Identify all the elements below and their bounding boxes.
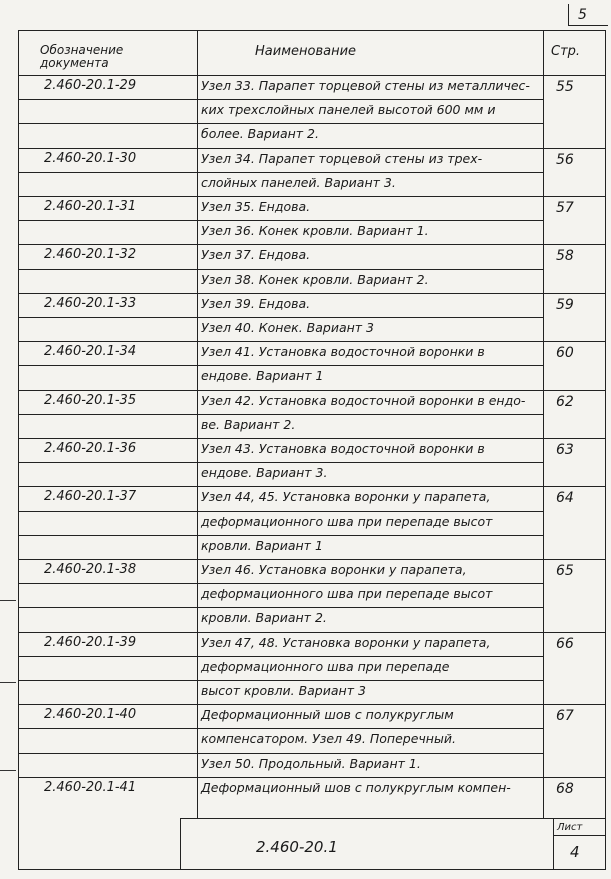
- item-name-line: ве. Вариант 2.: [201, 416, 296, 432]
- item-name-line: ендове. Вариант 1: [201, 368, 324, 384]
- row-divider: [18, 607, 543, 608]
- item-name-line: компенсатором. Узел 49. Поперечный.: [201, 731, 456, 747]
- page-ref: 58: [556, 248, 574, 265]
- row-divider: [18, 777, 606, 778]
- item-name-line: кровли. Вариант 1: [201, 537, 323, 553]
- row-divider: [18, 704, 606, 705]
- stamp-doc-code: 2.460-20.1: [256, 838, 338, 856]
- document-code: 2.460-20.1-31: [44, 199, 137, 214]
- item-name-line: Узел 43. Установка водосточной воронки в: [201, 441, 485, 456]
- page-ref: 66: [556, 635, 574, 652]
- row-divider: [18, 365, 543, 366]
- item-name-line: Узел 35. Ендова.: [201, 199, 311, 214]
- column-divider: [553, 818, 554, 870]
- item-name-line: слойных панелей. Вариант 3.: [201, 174, 396, 190]
- item-name-line: Деформационный шов с полукруглым: [201, 707, 454, 723]
- row-divider: [18, 148, 606, 149]
- margin-mark: [0, 770, 16, 771]
- page-ref: 56: [556, 151, 574, 168]
- document-code: 2.460-20.1-37: [44, 489, 137, 505]
- row-divider: [18, 99, 543, 100]
- stamp-sheet-number: 4: [570, 843, 580, 861]
- row-divider: [18, 438, 606, 439]
- row-divider: [18, 390, 606, 391]
- page-ref: 62: [556, 393, 574, 410]
- page-ref: 64: [556, 490, 574, 507]
- page-ref: 65: [556, 563, 574, 579]
- page-ref: 57: [556, 200, 574, 216]
- document-code: 2.460-20.1-36: [44, 441, 137, 456]
- margin-mark: [0, 600, 16, 601]
- row-divider: [18, 244, 606, 245]
- item-name-line: Узел 44, 45. Установка воронки у парапета,: [201, 489, 491, 505]
- row-divider: [18, 559, 606, 560]
- row-divider: [18, 535, 543, 536]
- item-name-line: Узел 34. Парапет торцевой стены из трех-: [201, 150, 483, 166]
- item-name-line: Узел 46. Установка воронки у парапета,: [201, 562, 467, 577]
- page-ref: 67: [556, 708, 574, 725]
- page-number-underline: [568, 25, 608, 26]
- row-divider: [18, 75, 606, 76]
- document-code: 2.460-20.1-35: [44, 392, 137, 408]
- item-name-line: ких трехслойных панелей высотой 600 мм и: [201, 102, 496, 118]
- page-ref: 59: [556, 296, 574, 313]
- row-divider: [18, 293, 606, 294]
- item-name-line: Узел 50. Продольный. Вариант 1.: [201, 755, 421, 771]
- header-page: Стр.: [551, 44, 581, 59]
- row-divider: [18, 632, 606, 633]
- row-divider: [18, 656, 543, 657]
- row-divider: [18, 172, 543, 173]
- document-code: 2.460-20.1-33: [44, 295, 137, 311]
- row-divider: [18, 462, 543, 463]
- row-divider: [18, 583, 543, 584]
- document-code: 2.460-20.1-41: [44, 779, 137, 795]
- header-name: Наименование: [255, 44, 357, 59]
- row-divider: [18, 220, 543, 221]
- row-divider: [18, 753, 543, 754]
- row-divider: [18, 680, 543, 681]
- item-name-line: Узел 47, 48. Установка воронки у парапета,: [201, 634, 491, 650]
- row-divider: [18, 196, 606, 197]
- row-divider: [18, 269, 543, 270]
- item-name-line: Узел 36. Конек кровли. Вариант 1.: [201, 223, 429, 239]
- column-divider: [197, 30, 198, 818]
- document-code: 2.460-20.1-32: [44, 247, 137, 263]
- document-code: 2.460-20.1-38: [44, 562, 137, 577]
- row-divider: [18, 728, 543, 729]
- page-number-mark: [568, 4, 569, 26]
- row-divider: [18, 123, 543, 124]
- item-name-line: Узел 41. Установка водосточной воронки в: [201, 344, 485, 360]
- column-divider: [543, 30, 544, 818]
- item-name-line: Узел 39. Ендова.: [201, 295, 311, 311]
- page-ref: 63: [556, 442, 574, 458]
- item-name-line: Узел 40. Конек. Вариант 3: [201, 320, 374, 335]
- row-divider: [18, 486, 606, 487]
- column-divider: [180, 818, 181, 870]
- document-code: 2.460-20.1-39: [44, 634, 137, 650]
- page-number: 5: [578, 7, 587, 23]
- row-divider: [18, 414, 543, 415]
- row-divider: [180, 818, 606, 819]
- row-divider: [18, 511, 543, 512]
- document-code: 2.460-20.1-34: [44, 344, 137, 360]
- margin-mark: [0, 682, 16, 683]
- header-designation-line2: документа: [40, 56, 109, 70]
- item-name-line: Узел 38. Конек кровли. Вариант 2.: [201, 271, 429, 287]
- row-divider: [18, 341, 606, 342]
- item-name-line: Деформационный шов с полукруглым компен-: [201, 779, 511, 795]
- item-name-line: кровли. Вариант 2.: [201, 610, 327, 626]
- document-code: 2.460-20.1-29: [44, 78, 137, 93]
- page-ref: 55: [556, 79, 574, 95]
- page-ref: 68: [556, 780, 574, 797]
- document-code: 2.460-20.1-40: [44, 707, 137, 723]
- row-divider: [18, 317, 543, 318]
- item-name-line: высот кровли. Вариант 3: [201, 683, 366, 698]
- item-name-line: деформационного шва при перепаде высот: [201, 513, 493, 529]
- item-name-line: Узел 37. Ендова.: [201, 247, 311, 263]
- item-name-line: ендове. Вариант 3.: [201, 465, 328, 481]
- item-name-line: деформационного шва при перепаде: [201, 658, 450, 674]
- header-designation-line1: Обозначение: [40, 43, 124, 57]
- item-name-line: деформационного шва при перепаде высот: [201, 586, 493, 602]
- page-ref: 60: [556, 345, 574, 362]
- item-name-line: Узел 33. Парапет торцевой стены из металличес-: [201, 78, 530, 93]
- item-name-line: более. Вариант 2.: [201, 126, 319, 142]
- row-divider: [553, 835, 606, 836]
- document-code: 2.460-20.1-30: [44, 150, 137, 166]
- item-name-line: Узел 42. Установка водосточной воронки в ендо-: [201, 392, 526, 408]
- stamp-sheet-label: Лист: [557, 822, 583, 833]
